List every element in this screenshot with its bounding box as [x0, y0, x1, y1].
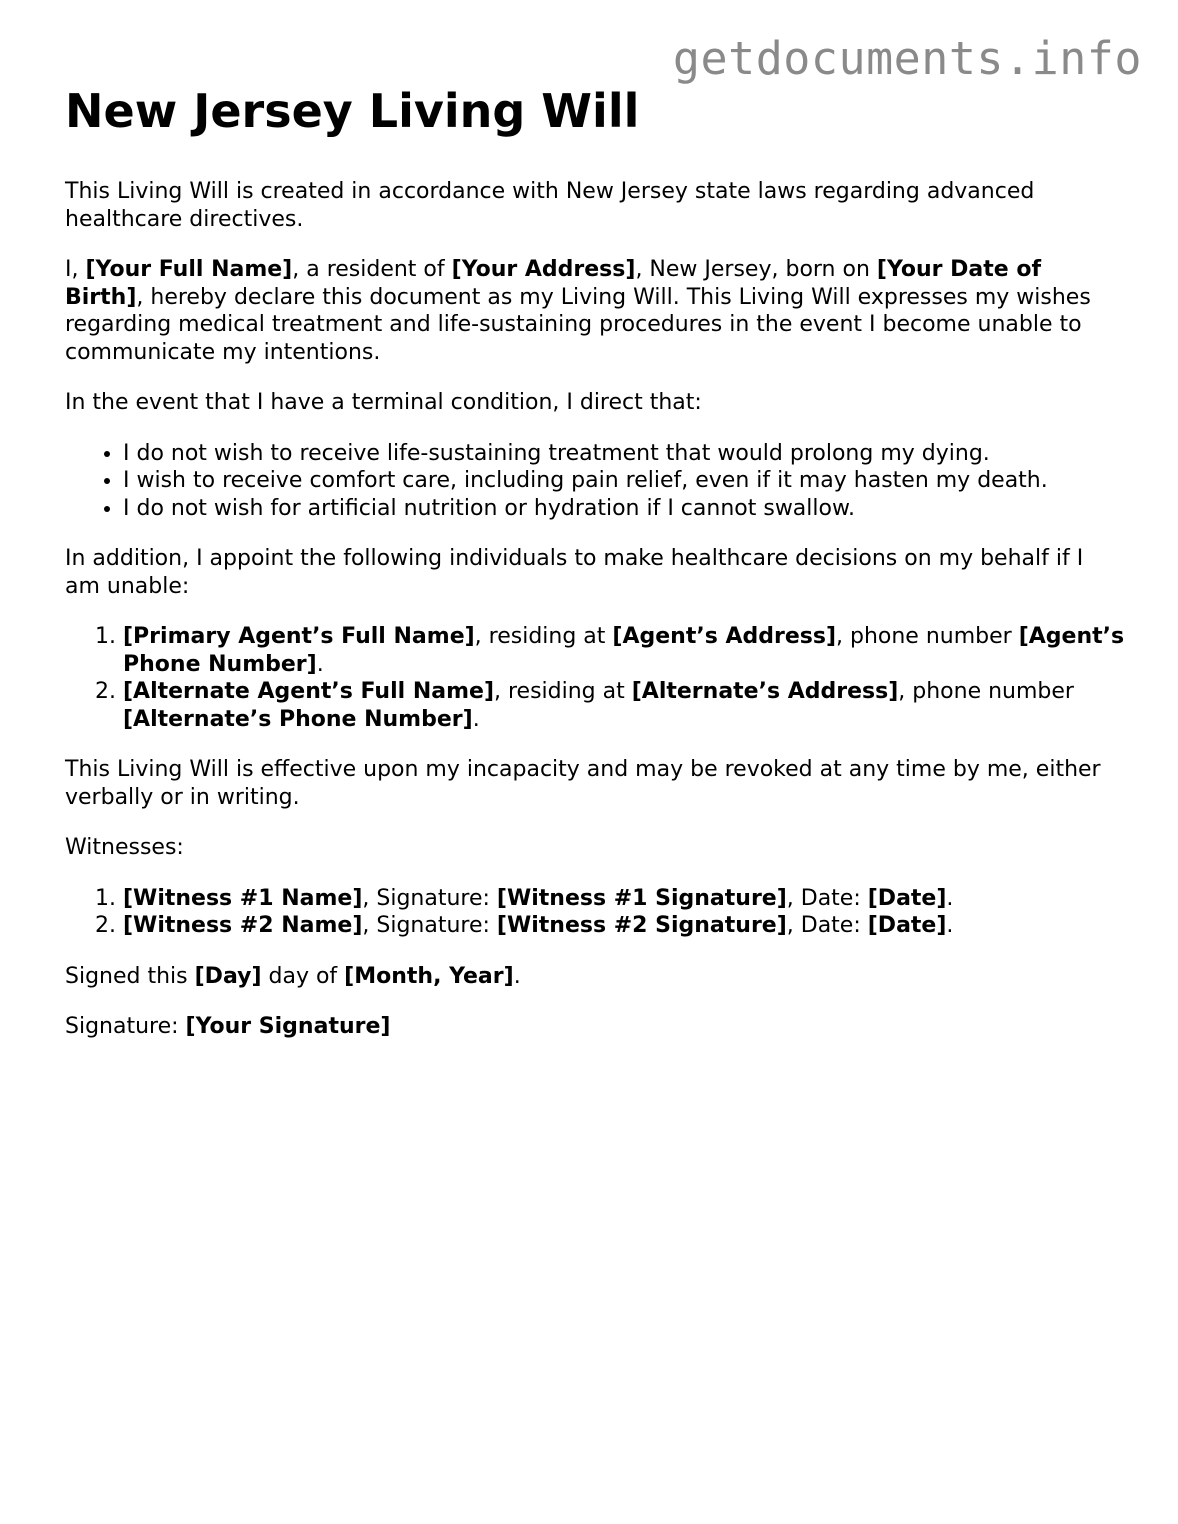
day-placeholder: [Day] [194, 963, 262, 989]
signed-text: day of [261, 963, 345, 989]
witness-date-placeholder: [Date] [867, 913, 947, 938]
list-item: • I do not wish for artificial nutrition or hydration if I cannot swallow. [123, 495, 1125, 523]
agent-text: , phone number [898, 679, 1074, 704]
witness-text: , Date: [786, 885, 868, 911]
directives-list [65, 440, 1125, 523]
agent-address-placeholder: [Agent’s Address] [612, 624, 836, 649]
intro-paragraph: This Living Will is created in accordance with New Jersey state laws regarding advanced healthcare directives. [65, 179, 1035, 232]
watermark: getdocuments.info [672, 32, 1142, 85]
signature-label: Signature: [65, 1014, 186, 1039]
list-item [123, 678, 1125, 733]
agents-intro: In addition, I appoint the following individuals to make healthcare decisions on my behalf if I am unable: [65, 546, 1084, 599]
effective-paragraph: This Living Will is effective upon my incapacity and may be revoked at any time by me, either verbally or in writing. [65, 757, 1101, 810]
agent-name-placeholder: [Primary Agent’s Full Name] [123, 624, 475, 649]
dob-placeholder: [Your Date of Birth] [65, 257, 1042, 310]
agent-name-placeholder: [Alternate Agent’s Full Name] [123, 679, 494, 704]
witness-name-placeholder: [Witness #2 Name] [123, 913, 363, 938]
agent-address-placeholder: [Alternate’s Address] [631, 679, 899, 704]
declaration-text: I, [65, 257, 86, 282]
full-name-placeholder: [Your Full Name] [85, 257, 293, 282]
witness-date-placeholder: [Date] [867, 885, 947, 911]
declaration-paragraph [65, 256, 1125, 366]
list-item [123, 912, 1125, 940]
signature-paragraph [65, 1013, 1125, 1041]
agent-phone-placeholder: [Agent’s Phone Number] [123, 624, 1125, 677]
witness-text: , Signature: [362, 913, 497, 938]
witnesses-label: Witnesses: [65, 835, 184, 860]
signed-text: Signed this [65, 963, 195, 989]
declaration-text: , New Jersey, born on [635, 257, 877, 282]
witness-name-placeholder: [Witness #1 Name] [123, 885, 363, 911]
signed-paragraph [65, 963, 1125, 991]
signature-placeholder: [Your Signature] [185, 1014, 391, 1039]
agent-text: . [316, 651, 324, 677]
witness-signature-placeholder: [Witness #2 Signature] [496, 913, 787, 938]
witness-text: . [946, 885, 954, 911]
document-title: New Jersey Living Will [65, 84, 640, 138]
agent-text: , phone number [836, 624, 1019, 649]
list-item [123, 885, 1125, 913]
agent-phone-placeholder: [Alternate’s Phone Number] [123, 706, 473, 732]
declaration-text: , hereby declare this document as my Living Will. This Living Will expresses my wishes regarding medical treatment and life-sustaining procedures in the event I become unable to communicate my intentions. [65, 284, 1091, 365]
agent-text: , residing at [474, 624, 613, 649]
agents-list [65, 623, 1125, 733]
witness-text: . [946, 913, 954, 938]
witness-text: , Signature: [362, 885, 497, 911]
witness-signature-placeholder: [Witness #1 Signature] [496, 885, 787, 911]
witness-text: , Date: [786, 913, 868, 938]
list-item [123, 623, 1125, 678]
agent-text: , residing at [494, 679, 632, 704]
address-placeholder: [Your Address] [451, 257, 636, 282]
document [65, 84, 1125, 1064]
witnesses-list [65, 885, 1125, 940]
terminal-condition-intro: In the event that I have a terminal condition, I direct that: [65, 390, 702, 415]
list-item: • I do not wish to receive life-sustaining treatment that would prolong my dying. [123, 440, 1125, 468]
month-year-placeholder: [Month, Year] [344, 963, 514, 989]
signed-text: . [513, 963, 521, 989]
declaration-text: , a resident of [292, 257, 452, 282]
list-item: • I wish to receive comfort care, including pain relief, even if it may hasten my death. [123, 467, 1125, 495]
agent-text: . [472, 706, 480, 732]
